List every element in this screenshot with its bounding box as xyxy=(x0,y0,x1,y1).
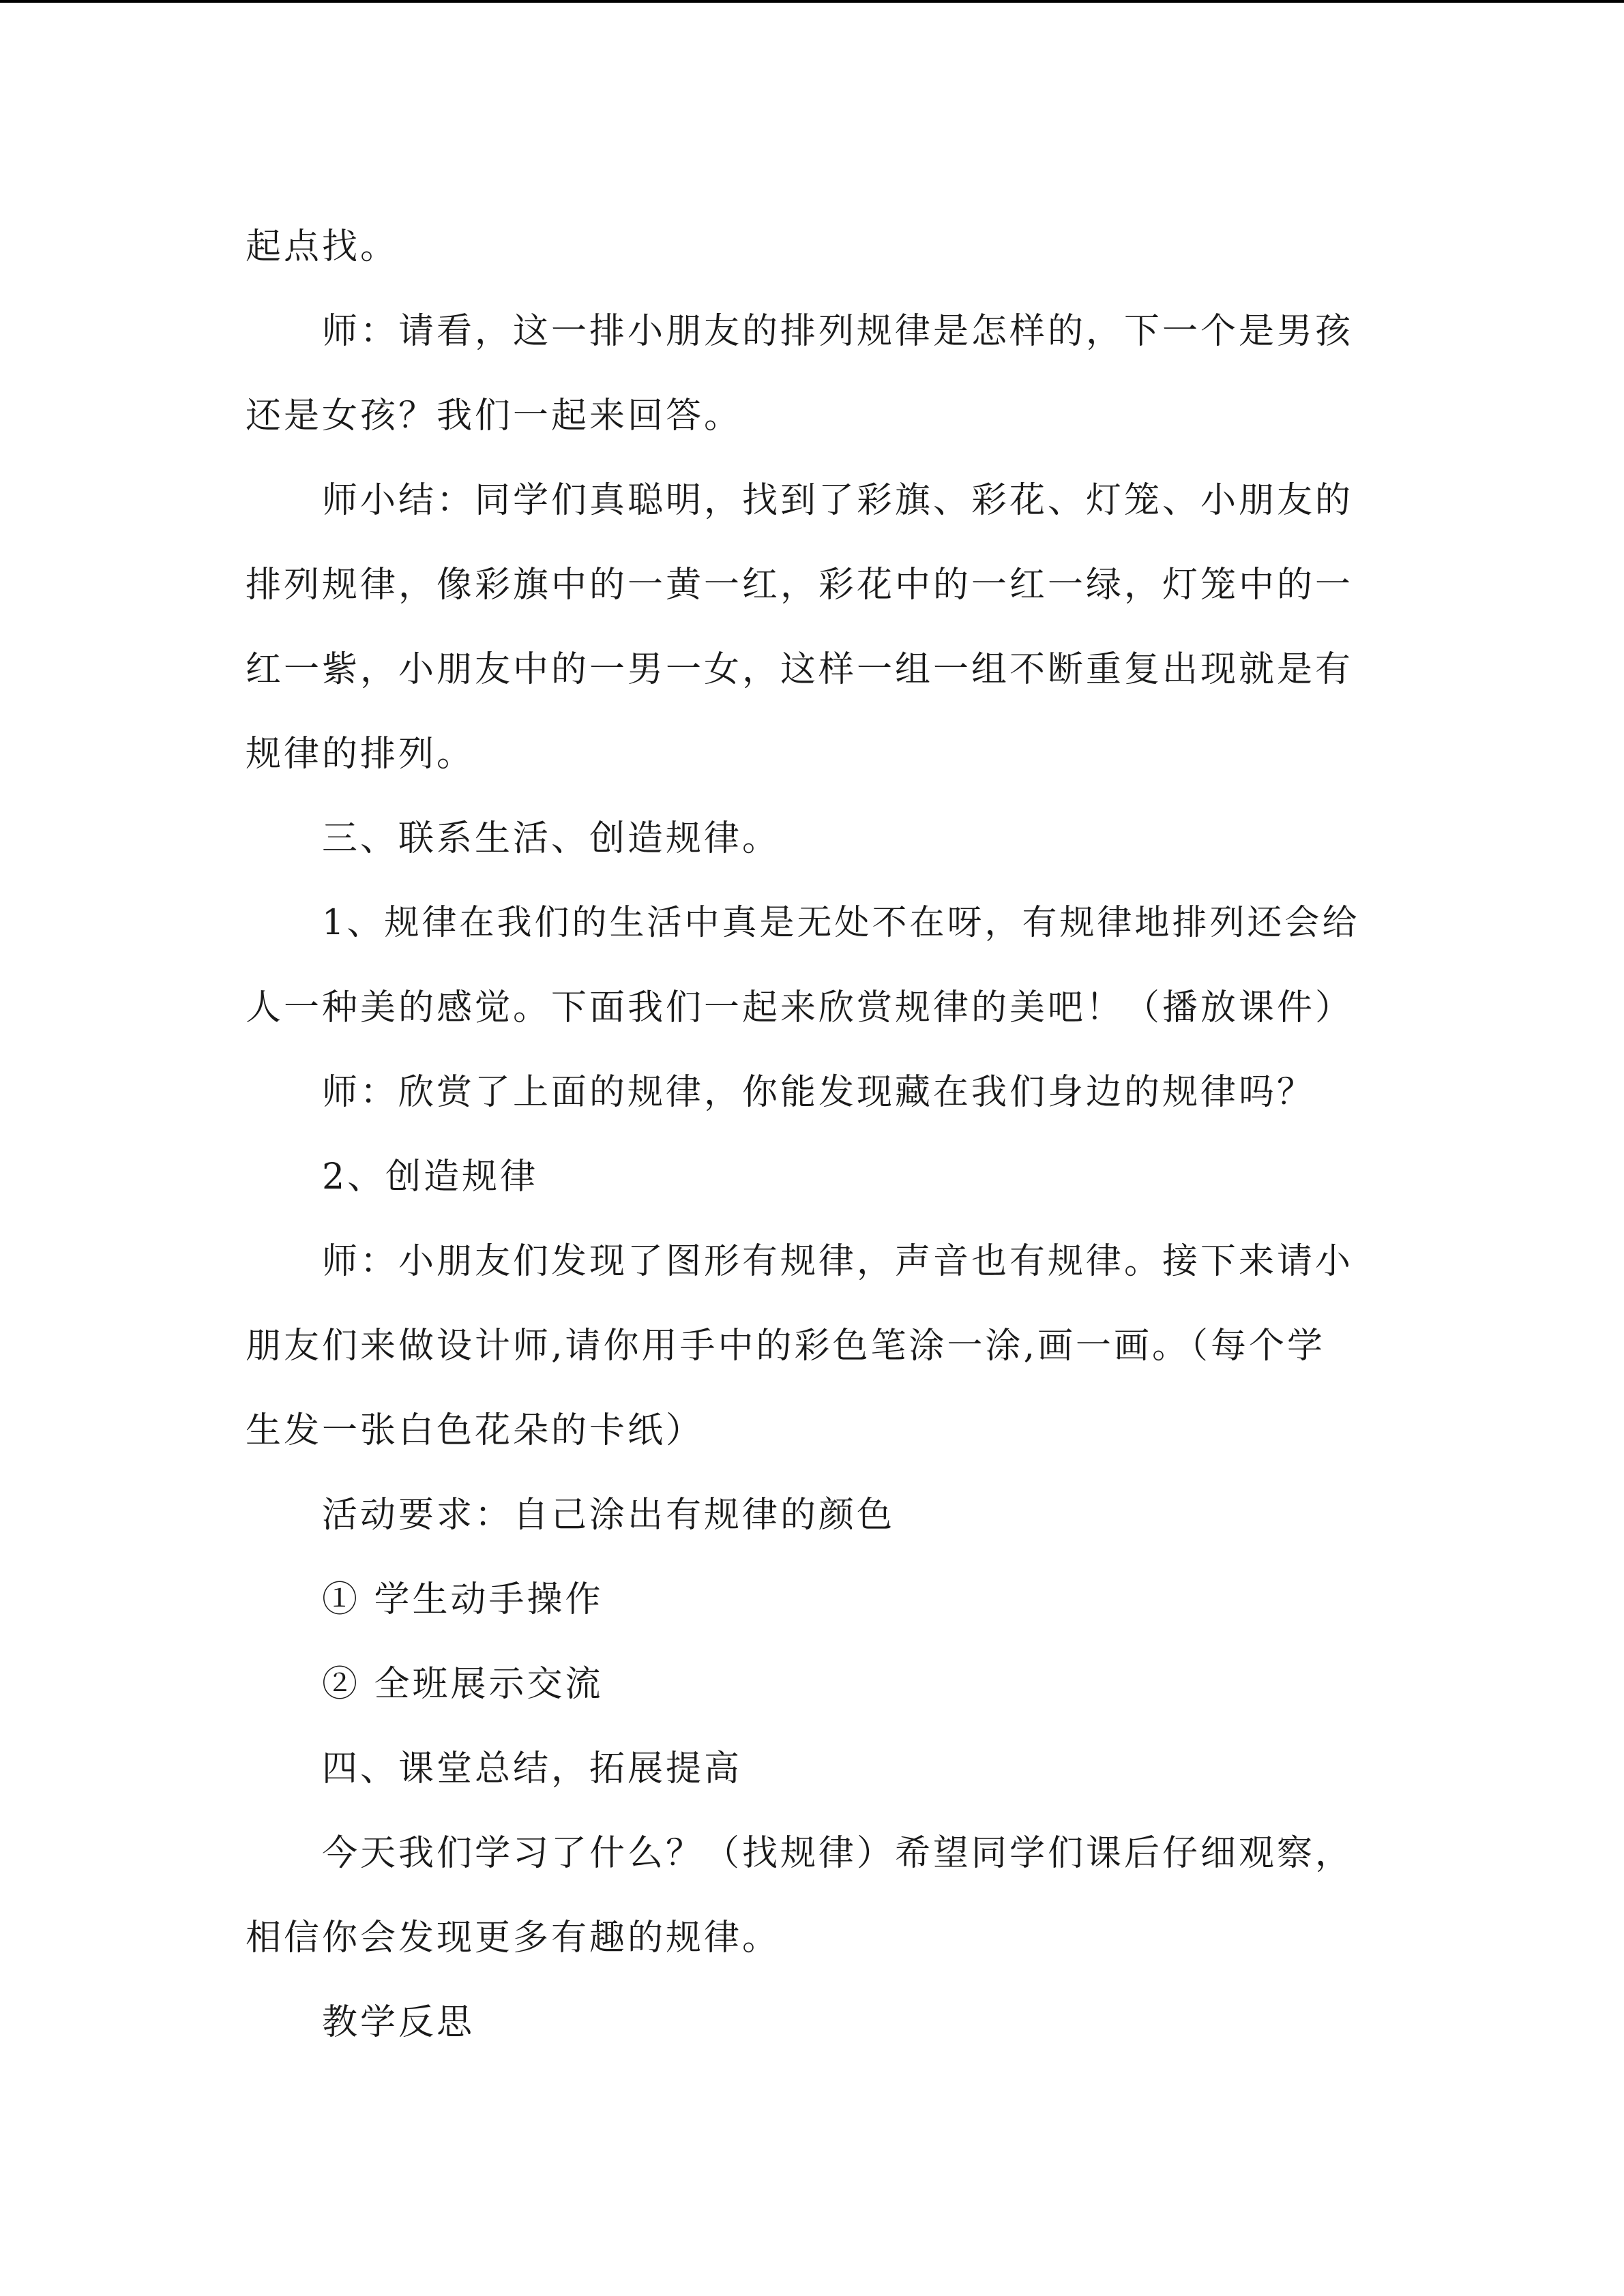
text-line-13: 师：小朋友们发现了图形有规律，声音也有规律。接下来请小 xyxy=(322,1241,1354,1282)
text-line-14: 朋友们来做设计师,请你用手中的彩色笔涂一涂,画一画。（每个学 xyxy=(246,1326,1326,1367)
text-line-6: 红一紫，小朋友中的一男一女，这样一组一组不断重复出现就是有 xyxy=(246,649,1354,690)
list-item-2: ② 全班展示交流 xyxy=(322,1664,604,1705)
list-item-1: ① 学生动手操作 xyxy=(322,1579,604,1620)
text-line-15: 生发一张白色花朵的卡纸） xyxy=(246,1410,705,1451)
section-heading-3: 三、联系生活、创造规律。 xyxy=(322,818,781,859)
text-line-1: 起点找。 xyxy=(246,226,399,267)
section-heading-4: 四、课堂总结，拓展提高 xyxy=(322,1748,743,1789)
top-border-line xyxy=(0,0,1624,3)
activity-requirement: 活动要求：自己涂出有规律的颜色 xyxy=(322,1495,896,1536)
text-line-21: 相信你会发现更多有趣的规律。 xyxy=(246,1918,781,1958)
teaching-reflection-heading: 教学反思 xyxy=(322,2002,475,2043)
text-line-20: 今天我们学习了什么？（找规律）希望同学们课后仔细观察， xyxy=(322,1833,1354,1874)
text-line-9: 1、规律在我们的生活中真是无处不在呀，有规律地排列还会给 xyxy=(322,903,1360,943)
text-line-2: 师：请看，这一排小朋友的排列规律是怎样的，下一个是男孩 xyxy=(322,311,1354,352)
document-body xyxy=(246,205,1378,2065)
text-line-4: 师小结：同学们真聪明，找到了彩旗、彩花、灯笼、小朋友的 xyxy=(322,480,1354,521)
text-line-5: 排列规律，像彩旗中的一黄一红，彩花中的一红一绿，灯笼中的一 xyxy=(246,565,1354,606)
subheading-create-pattern: 2、创造规律 xyxy=(322,1157,539,1197)
text-line-7: 规律的排列。 xyxy=(246,734,475,775)
text-line-3: 还是女孩？我们一起来回答。 xyxy=(246,396,743,436)
text-line-10: 人一种美的感觉。下面我们一起来欣赏规律的美吧！（播放课件） xyxy=(246,987,1354,1028)
text-line-11: 师：欣赏了上面的规律，你能发现藏在我们身边的规律吗？ xyxy=(322,1072,1316,1113)
